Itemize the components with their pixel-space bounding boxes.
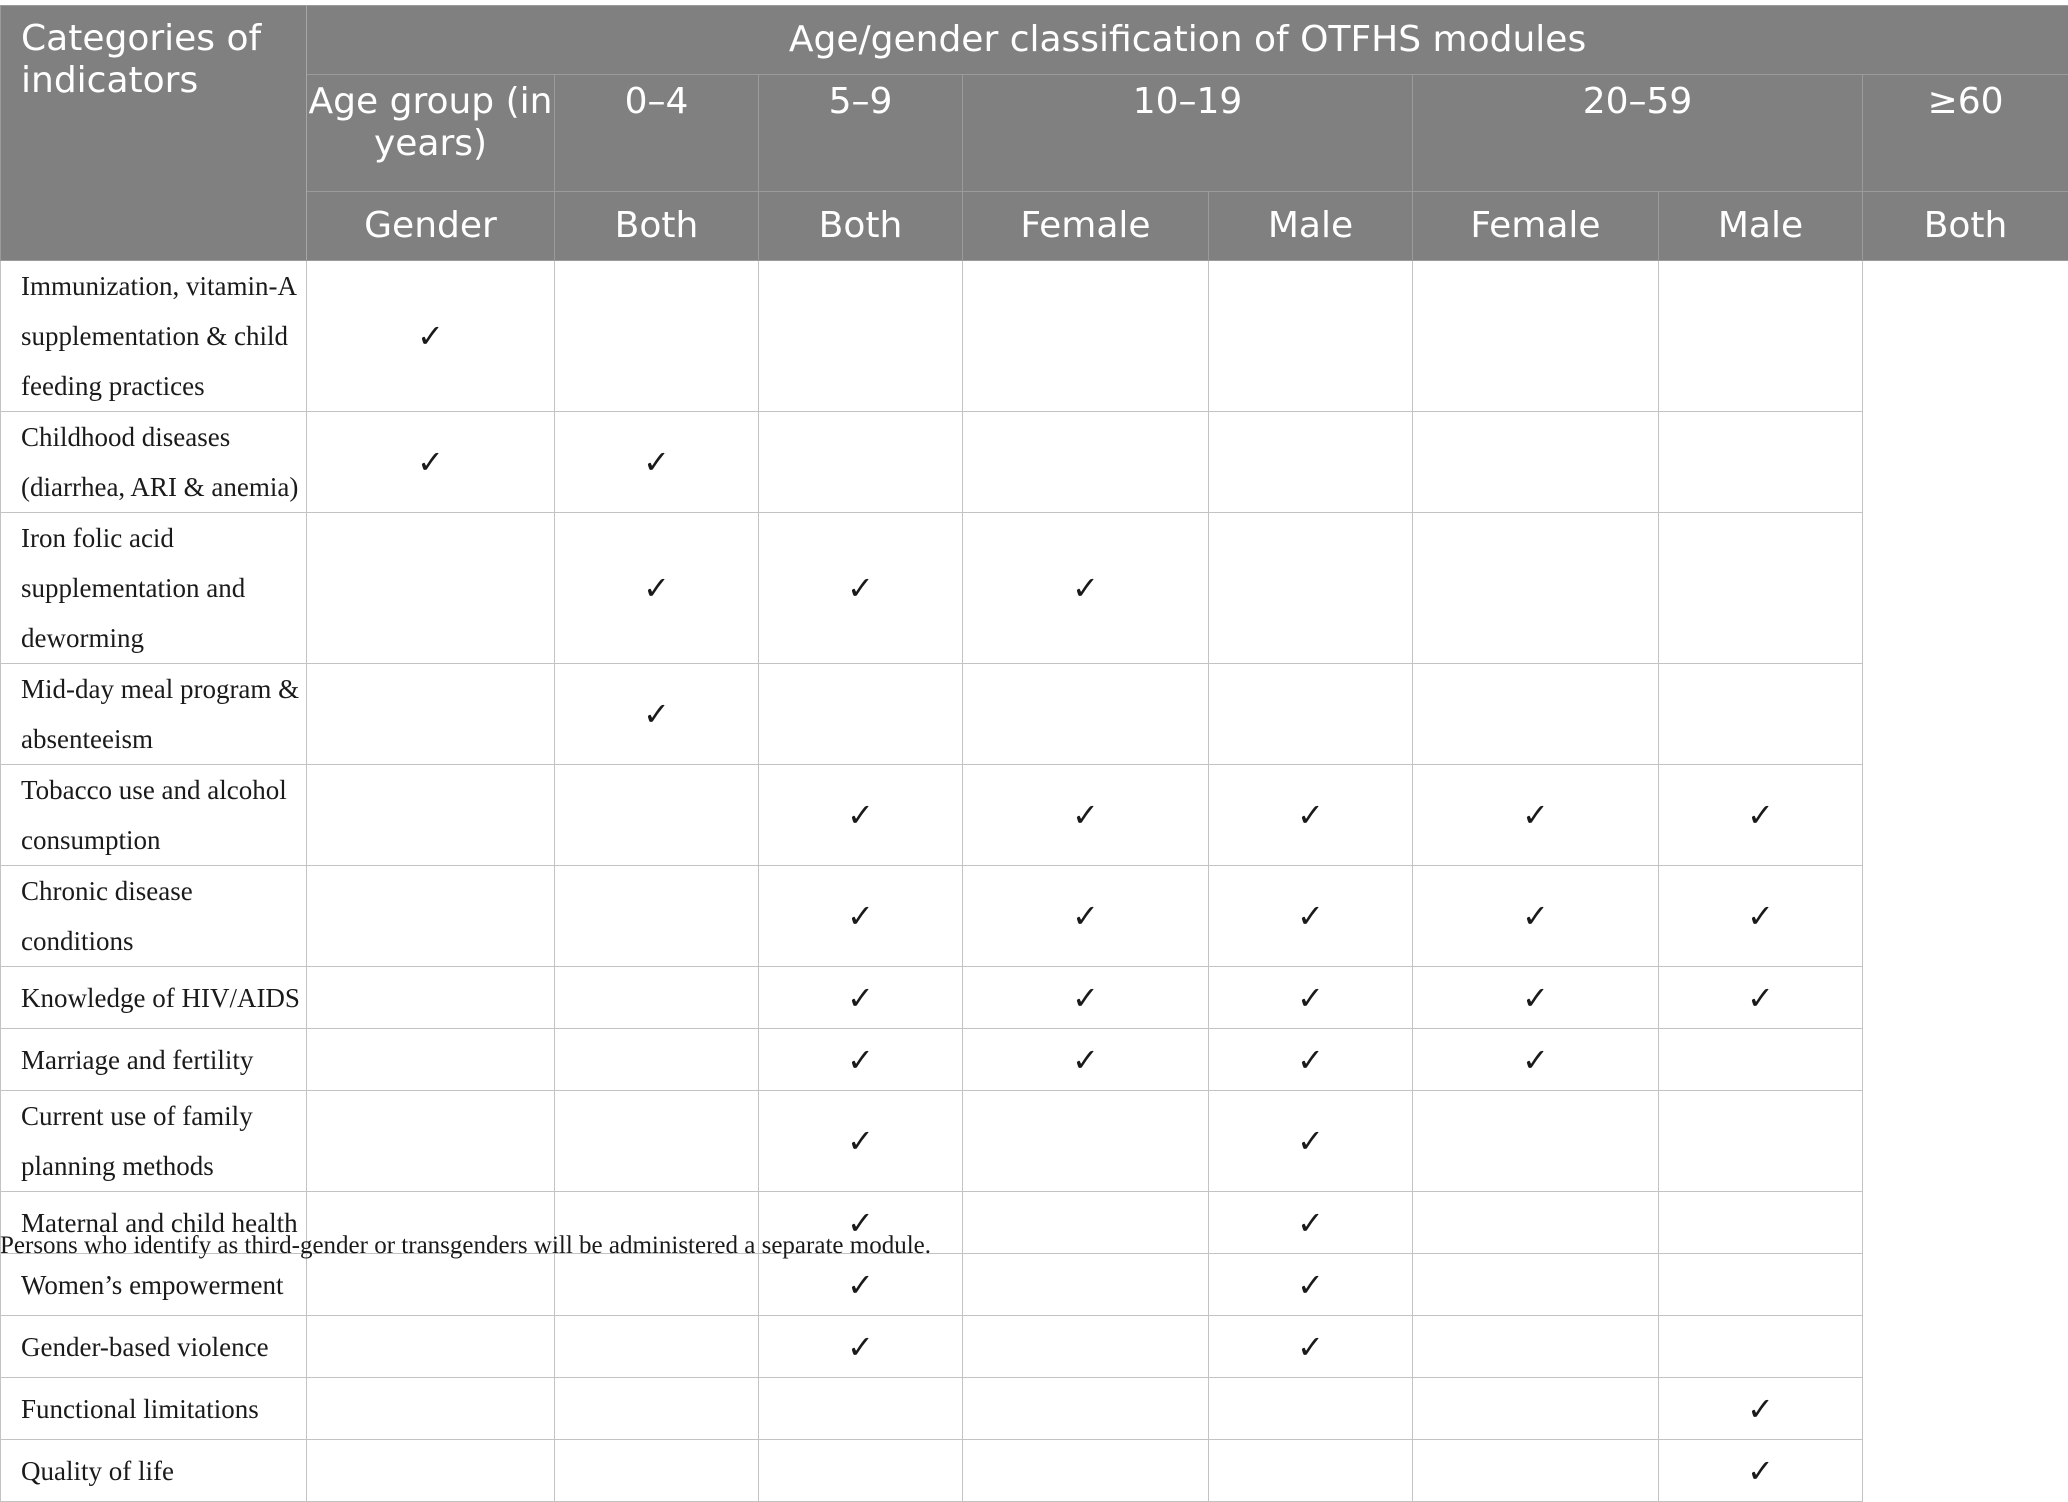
age-group-header: 10–19 <box>963 75 1413 192</box>
empty-cell <box>307 1378 555 1440</box>
gender-header: Female <box>1413 192 1659 261</box>
empty-cell <box>963 1316 1209 1378</box>
checkmark-icon: ✓ <box>963 967 1209 1029</box>
checkmark-icon: ✓ <box>963 513 1209 664</box>
indicator-label: Iron folic acid supplementation and deworming <box>1 513 307 664</box>
checkmark-icon: ✓ <box>1413 765 1659 866</box>
indicator-label: Marriage and fertility <box>1 1029 307 1091</box>
empty-cell <box>1659 1254 1863 1316</box>
empty-cell <box>555 967 759 1029</box>
indicator-label: Current use of family planning methods <box>1 1091 307 1192</box>
checkmark-icon: ✓ <box>1413 967 1659 1029</box>
checkmark-icon: ✓ <box>1659 866 1863 967</box>
checkmark-icon: ✓ <box>1659 765 1863 866</box>
empty-cell <box>1659 1029 1863 1091</box>
empty-cell <box>963 1440 1209 1502</box>
checkmark-icon: ✓ <box>759 513 963 664</box>
empty-cell <box>1659 1192 1863 1254</box>
corner-label: Categories of indicators <box>1 6 307 261</box>
gender-header: Both <box>555 192 759 261</box>
checkmark-icon: ✓ <box>759 866 963 967</box>
empty-cell <box>1413 1378 1659 1440</box>
empty-cell <box>759 1378 963 1440</box>
empty-cell <box>1209 261 1413 412</box>
empty-cell <box>963 412 1209 513</box>
checkmark-icon: ✓ <box>759 967 963 1029</box>
empty-cell <box>1659 1316 1863 1378</box>
indicator-label: Childhood diseases (diarrhea, ARI & anemia) <box>1 412 307 513</box>
empty-cell <box>759 412 963 513</box>
empty-cell <box>307 967 555 1029</box>
empty-cell <box>759 261 963 412</box>
indicator-label: Knowledge of HIV/AIDS <box>1 967 307 1029</box>
checkmark-icon: ✓ <box>1659 967 1863 1029</box>
empty-cell <box>963 664 1209 765</box>
table-row <box>1 765 2068 866</box>
empty-cell <box>555 1029 759 1091</box>
empty-cell <box>307 866 555 967</box>
table-row <box>1 261 2068 412</box>
checkmark-icon: ✓ <box>1659 1378 1863 1440</box>
empty-cell <box>307 664 555 765</box>
table-row <box>1 1378 2068 1440</box>
checkmark-icon: ✓ <box>759 1254 963 1316</box>
indicator-label: Mid-day meal program & absenteeism <box>1 664 307 765</box>
indicator-table <box>0 5 2068 1502</box>
age-group-header: 0–4 <box>555 75 759 192</box>
empty-cell <box>759 1440 963 1502</box>
empty-cell <box>1659 664 1863 765</box>
checkmark-icon: ✓ <box>759 1316 963 1378</box>
empty-cell <box>963 261 1209 412</box>
gender-header: Both <box>759 192 963 261</box>
checkmark-icon: ✓ <box>759 1091 963 1192</box>
table-row <box>1 866 2068 967</box>
empty-cell <box>1413 1192 1659 1254</box>
table-row <box>1 1316 2068 1378</box>
indicator-label: Immunization, vitamin-A supplementation & child feeding practices <box>1 261 307 412</box>
empty-cell <box>555 1440 759 1502</box>
table-row <box>1 513 2068 664</box>
checkmark-icon: ✓ <box>1209 1254 1413 1316</box>
gender-header: Male <box>1209 192 1413 261</box>
empty-cell <box>555 1316 759 1378</box>
empty-cell <box>307 1254 555 1316</box>
empty-cell <box>1209 513 1413 664</box>
empty-cell <box>1659 513 1863 664</box>
checkmark-icon: ✓ <box>307 412 555 513</box>
checkmark-icon: ✓ <box>555 412 759 513</box>
checkmark-icon: ✓ <box>555 513 759 664</box>
checkmark-icon: ✓ <box>1209 1091 1413 1192</box>
indicator-label: Maternal and child health <box>1 1192 307 1254</box>
checkmark-icon: ✓ <box>307 261 555 412</box>
empty-cell <box>555 866 759 967</box>
empty-cell <box>1659 412 1863 513</box>
empty-cell <box>307 1440 555 1502</box>
age-group-header: 5–9 <box>759 75 963 192</box>
checkmark-icon: ✓ <box>1413 1029 1659 1091</box>
empty-cell <box>1209 1440 1413 1502</box>
checkmark-icon: ✓ <box>963 1029 1209 1091</box>
empty-cell <box>1413 412 1659 513</box>
empty-cell <box>307 765 555 866</box>
indicator-label: Quality of life <box>1 1440 307 1502</box>
empty-cell <box>1413 261 1659 412</box>
table-row <box>1 1029 2068 1091</box>
checkmark-icon: ✓ <box>1209 1316 1413 1378</box>
empty-cell <box>1659 1091 1863 1192</box>
empty-cell <box>963 1091 1209 1192</box>
checkmark-icon: ✓ <box>1659 1440 1863 1502</box>
empty-cell <box>307 1316 555 1378</box>
empty-cell <box>555 261 759 412</box>
empty-cell <box>963 1192 1209 1254</box>
indicator-label: Women’s empowerment <box>1 1254 307 1316</box>
table-row <box>1 1254 2068 1316</box>
empty-cell <box>307 513 555 664</box>
empty-cell <box>307 1091 555 1192</box>
empty-cell <box>759 664 963 765</box>
empty-cell <box>1413 1316 1659 1378</box>
checkmark-icon: ✓ <box>555 664 759 765</box>
indicator-label: Tobacco use and alcohol consumption <box>1 765 307 866</box>
empty-cell <box>1659 261 1863 412</box>
gender-header: Both <box>1863 192 2068 261</box>
empty-cell <box>1209 664 1413 765</box>
table-body <box>1 261 2068 1502</box>
checkmark-icon: ✓ <box>963 866 1209 967</box>
checkmark-icon: ✓ <box>963 765 1209 866</box>
gender-label: Gender <box>307 192 555 261</box>
empty-cell <box>963 1378 1209 1440</box>
gender-header: Male <box>1659 192 1863 261</box>
age-group-label: Age group (in years) <box>307 75 555 192</box>
empty-cell <box>1413 513 1659 664</box>
checkmark-icon: ✓ <box>1209 967 1413 1029</box>
empty-cell <box>555 1254 759 1316</box>
gender-header: Female <box>963 192 1209 261</box>
checkmark-icon: ✓ <box>759 1029 963 1091</box>
empty-cell <box>1209 412 1413 513</box>
table-row <box>1 1440 2068 1502</box>
checkmark-icon: ✓ <box>759 765 963 866</box>
empty-cell <box>1413 1254 1659 1316</box>
checkmark-icon: ✓ <box>1413 866 1659 967</box>
checkmark-icon: ✓ <box>759 1192 963 1254</box>
age-group-header: ≥60 <box>1863 75 2068 192</box>
empty-cell <box>555 1091 759 1192</box>
table-footnote: Persons who identify as third-gender or transgenders will be administered a separate module. <box>0 1232 931 1260</box>
indicator-label: Chronic disease conditions <box>1 866 307 967</box>
checkmark-icon: ✓ <box>1209 765 1413 866</box>
empty-cell <box>1413 1091 1659 1192</box>
table-row <box>1 1091 2068 1192</box>
indicator-label: Gender-based violence <box>1 1316 307 1378</box>
empty-cell <box>555 765 759 866</box>
checkmark-icon: ✓ <box>1209 1192 1413 1254</box>
empty-cell <box>1209 1378 1413 1440</box>
empty-cell <box>1413 664 1659 765</box>
table-span-title: Age/gender classification of OTFHS modules <box>307 6 2068 75</box>
table-row <box>1 664 2068 765</box>
empty-cell <box>1413 1440 1659 1502</box>
empty-cell <box>555 1378 759 1440</box>
indicator-label: Functional limitations <box>1 1378 307 1440</box>
table-row <box>1 412 2068 513</box>
checkmark-icon: ✓ <box>1209 866 1413 967</box>
age-group-header: 20–59 <box>1413 75 1863 192</box>
empty-cell <box>963 1254 1209 1316</box>
empty-cell <box>307 1029 555 1091</box>
checkmark-icon: ✓ <box>1209 1029 1413 1091</box>
table-row <box>1 967 2068 1029</box>
